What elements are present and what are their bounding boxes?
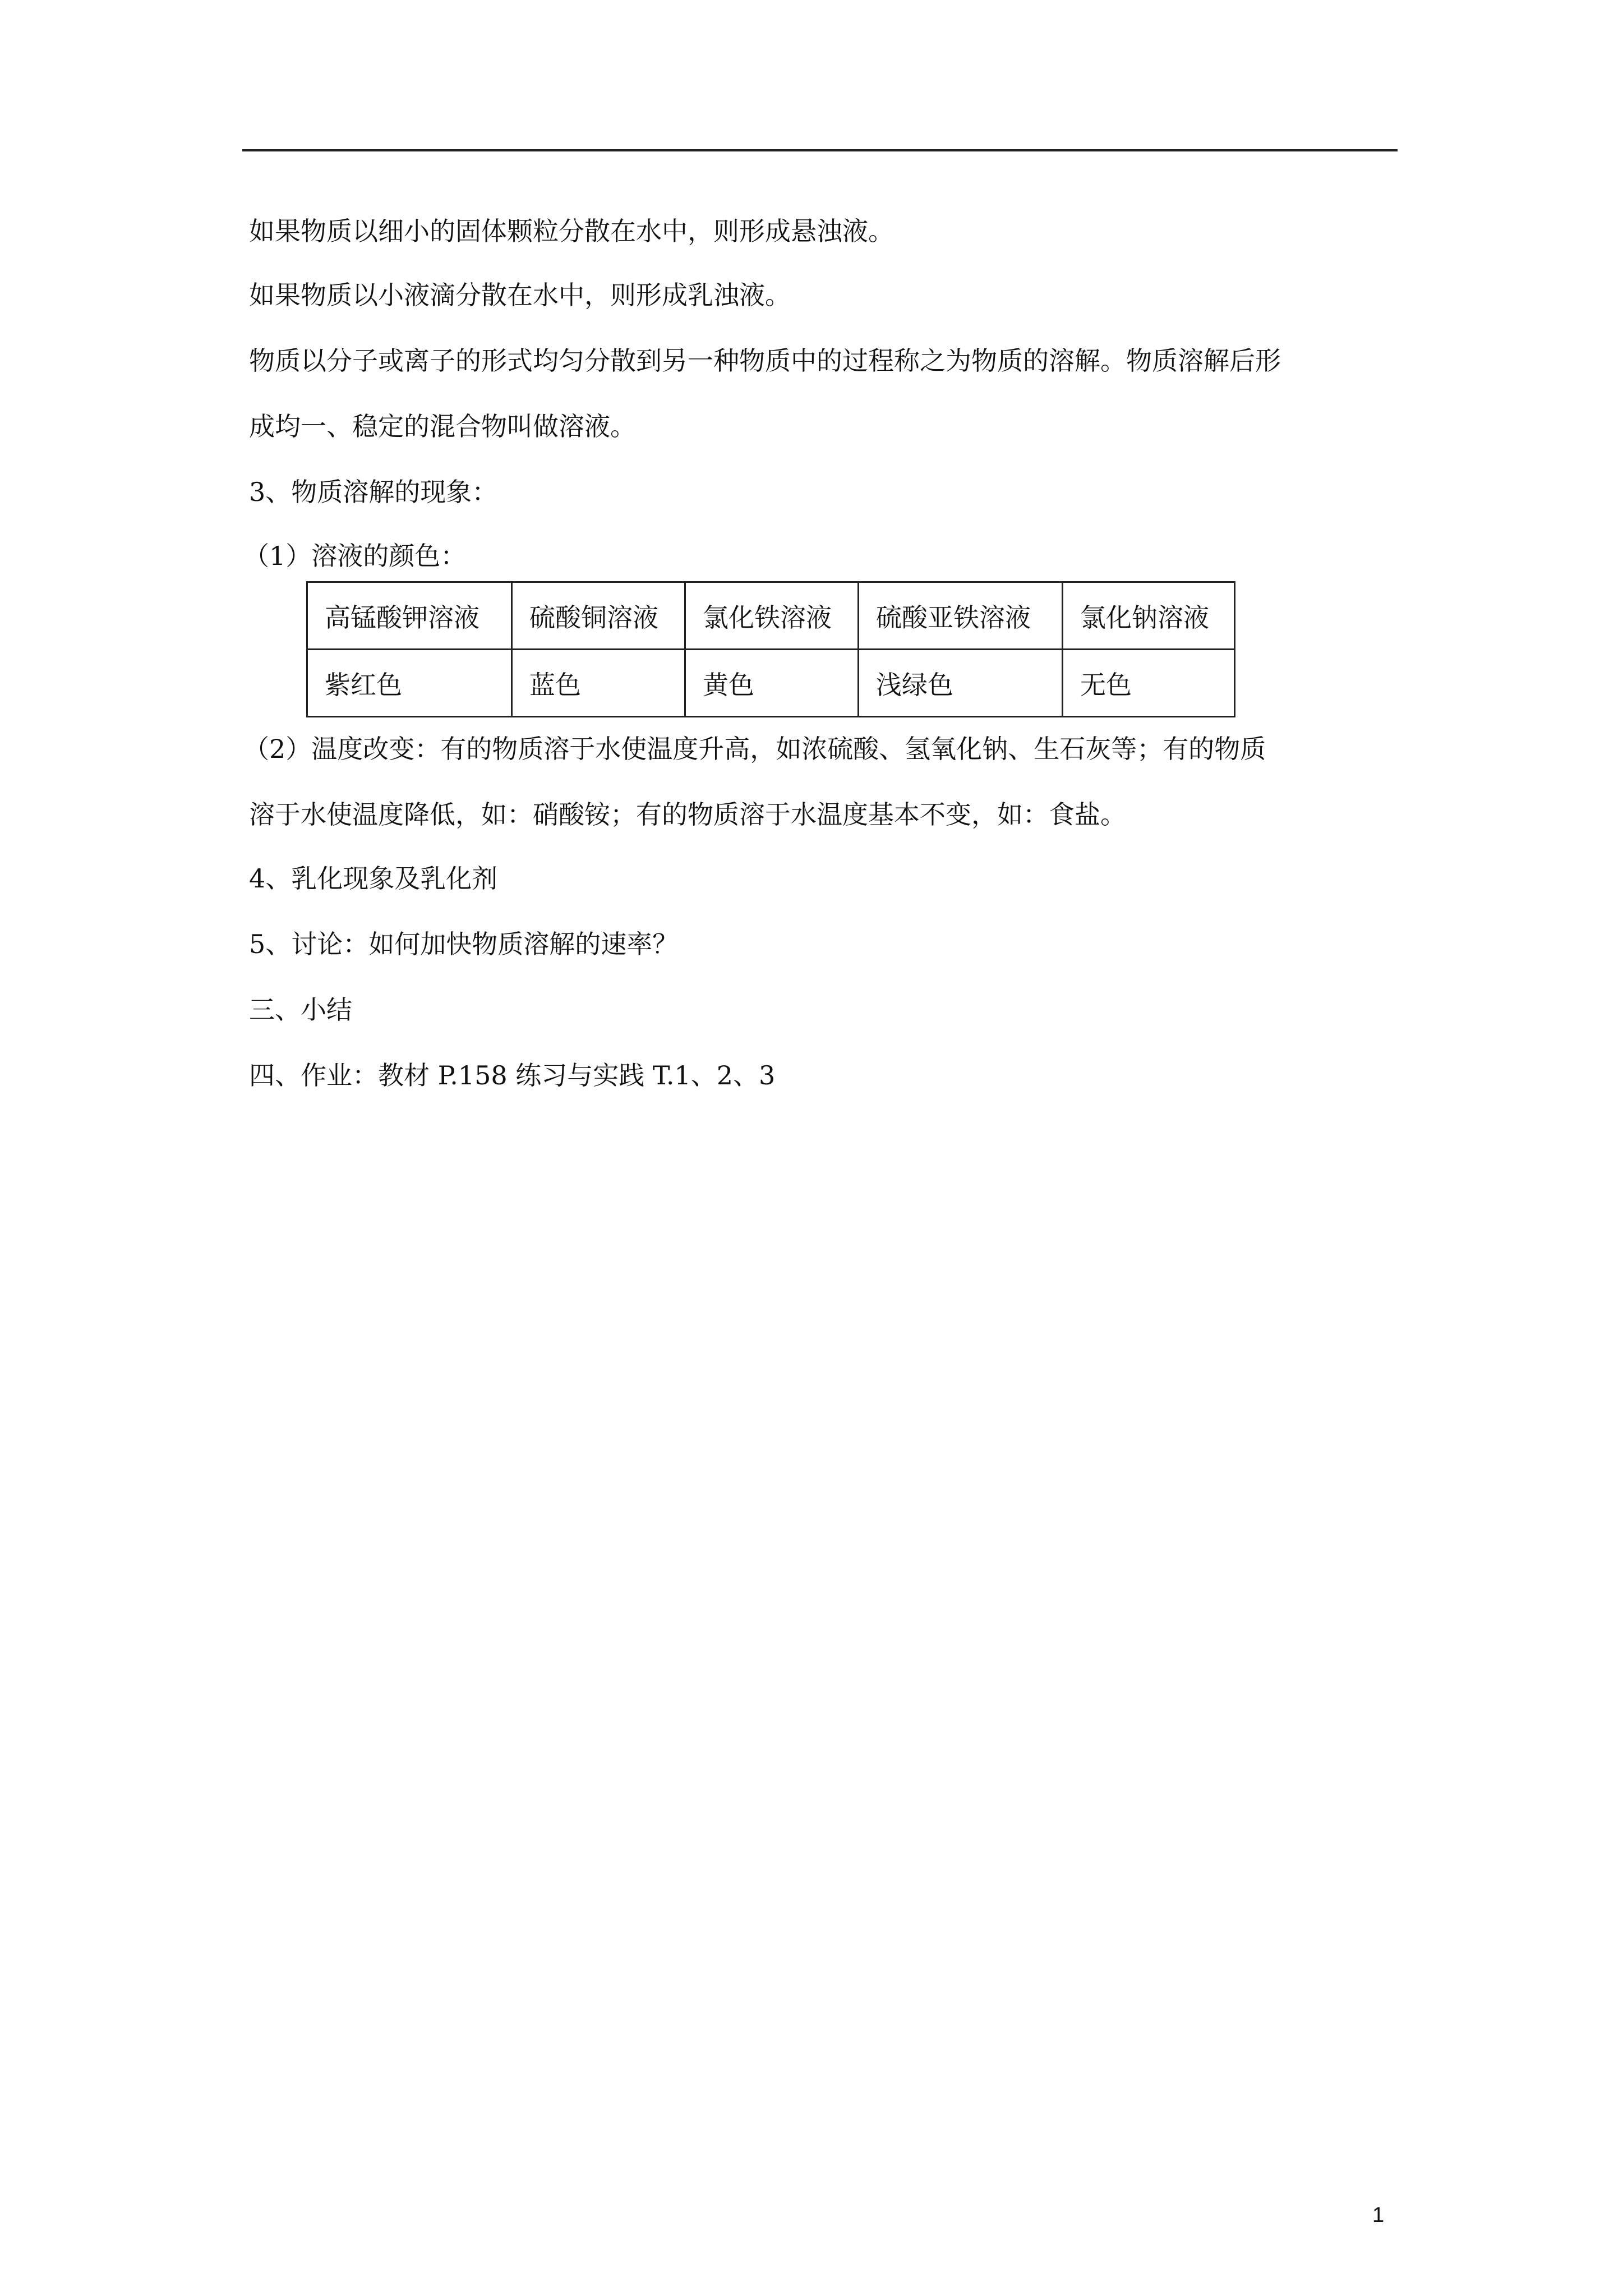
- table-cell-solution: 高锰酸钾溶液: [307, 582, 512, 650]
- table-row-solutions: [307, 582, 1235, 650]
- table-cell-color: 无色: [1063, 650, 1235, 717]
- paragraph-temperature-line-1: （2）温度改变：有的物质溶于水使温度升高，如浓硫酸、氢氧化钠、生石灰等；有的物质: [243, 734, 1266, 764]
- section-heading-discussion: 5、讨论：如何加快物质溶解的速率？: [249, 929, 679, 959]
- page-number: 1: [1372, 2203, 1385, 2227]
- table-cell-color: 黄色: [685, 650, 859, 717]
- table-cell-solution: 硫酸亚铁溶液: [859, 582, 1063, 650]
- section-heading-summary: 三、小结: [249, 995, 352, 1025]
- table-cell-color: 浅绿色: [859, 650, 1063, 717]
- subheading-solution-color: （1）溶液的颜色：: [243, 541, 467, 571]
- table-cell-solution: 氯化铁溶液: [685, 582, 859, 650]
- paragraph-dissolution-line-1: 物质以分子或离子的形式均匀分散到另一种物质中的过程称之为物质的溶解。物质溶解后形: [249, 346, 1281, 376]
- paragraph-suspension: 如果物质以细小的固体颗粒分散在水中，则形成悬浊液。: [249, 216, 894, 246]
- table-row-colors: [307, 650, 1235, 717]
- section-heading-homework: 四、作业：教材 P.158 练习与实践 T.1、2、3: [249, 1060, 776, 1091]
- table-cell-solution: 硫酸铜溶液: [512, 582, 685, 650]
- paragraph-temperature-line-2: 溶于水使温度降低，如：硝酸铵；有的物质溶于水温度基本不变，如：食盐。: [249, 799, 1126, 830]
- section-heading-dissolution-phenomena: 3、物质溶解的现象：: [249, 477, 498, 507]
- paragraph-dissolution-line-2: 成均一、稳定的混合物叫做溶液。: [249, 411, 636, 441]
- table-cell-solution: 氯化钠溶液: [1063, 582, 1235, 650]
- table-cell-color: 紫红色: [307, 650, 512, 717]
- section-heading-emulsification: 4、乳化现象及乳化剂: [249, 863, 498, 894]
- table-cell-color: 蓝色: [512, 650, 685, 717]
- header-rule: [242, 149, 1398, 151]
- paragraph-emulsion: 如果物质以小液滴分散在水中，则形成乳浊液。: [249, 280, 791, 310]
- solution-color-table: [306, 581, 1235, 717]
